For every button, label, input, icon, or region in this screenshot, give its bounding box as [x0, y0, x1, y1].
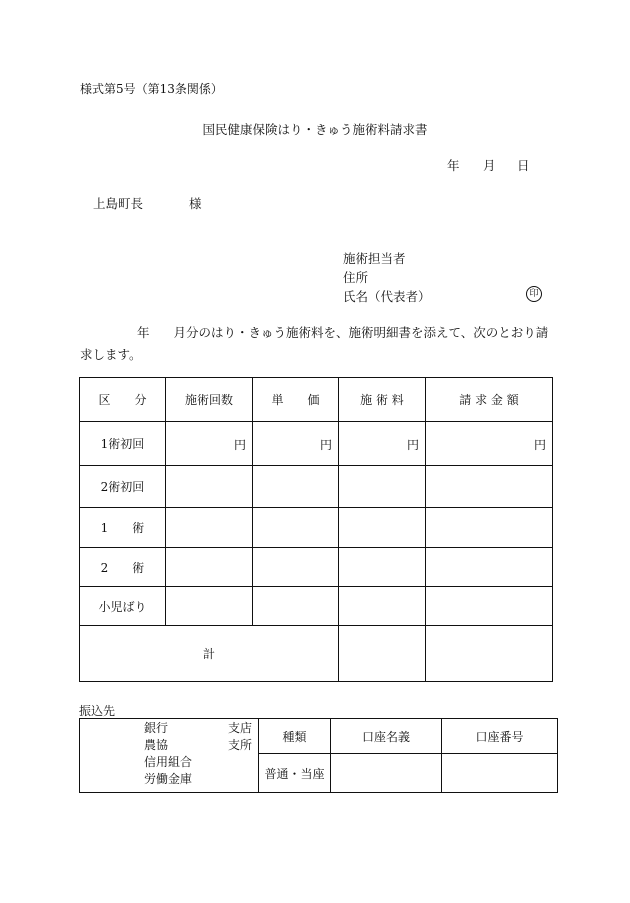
unit-price-cell[interactable]	[253, 548, 339, 587]
date-month-label: 月	[483, 158, 496, 173]
claim-amount-cell[interactable]	[426, 466, 553, 508]
row-label: 小児ばり	[80, 587, 166, 626]
branch-option: 支店	[228, 721, 253, 735]
document-title: 国民健康保険はり・きゅう施術料請求書	[202, 122, 428, 137]
unit-price-cell[interactable]	[253, 466, 339, 508]
fee-cell[interactable]: 円	[339, 422, 426, 466]
table-row	[80, 422, 553, 466]
account-type-header: 種類	[259, 719, 331, 754]
count-cell[interactable]: 円	[166, 422, 253, 466]
total-label: 計	[80, 626, 339, 682]
row-label: 1 術	[80, 508, 166, 548]
header-count: 施術回数	[166, 378, 253, 422]
claim-amount-cell[interactable]	[426, 508, 553, 548]
unit-price-cell[interactable]	[253, 508, 339, 548]
header-category: 区 分	[80, 378, 166, 422]
statement-text: 月分のはり・きゅう施術料を、施術明細書を添えて、次のとおり請求します。	[80, 325, 549, 362]
unit-price-cell[interactable]	[253, 587, 339, 626]
seal-mark: 印	[526, 286, 542, 302]
date-day-label: 日	[517, 158, 530, 173]
table-row	[80, 466, 553, 508]
request-statement	[80, 322, 555, 366]
addressee	[93, 194, 202, 212]
statement-year: 年	[137, 325, 150, 340]
table-row	[80, 587, 553, 626]
row-label: 1術初回	[80, 422, 166, 466]
bank-option: 銀行	[144, 721, 169, 735]
count-cell[interactable]	[166, 587, 253, 626]
account-number-cell[interactable]	[442, 754, 558, 793]
fee-cell[interactable]	[339, 508, 426, 548]
addressee-name: 上島町長	[93, 196, 144, 211]
bank-option: 労働金庫	[144, 772, 193, 786]
form-number: 様式第5号（第13条関係）	[80, 82, 223, 96]
header-fee: 施 術 料	[339, 378, 426, 422]
count-cell[interactable]	[166, 548, 253, 587]
date-year-label: 年	[447, 158, 460, 173]
unit-price-cell[interactable]: 円	[253, 422, 339, 466]
total-row	[80, 626, 553, 682]
representative-name-label: 氏名（代表者）	[343, 289, 431, 304]
account-name-header: 口座名義	[331, 719, 442, 754]
fee-cell[interactable]	[339, 466, 426, 508]
claim-amount-cell[interactable]: 円	[426, 422, 553, 466]
table-row	[80, 548, 553, 587]
address-label: 住所	[343, 270, 369, 285]
header-unit-price: 単 価	[253, 378, 339, 422]
table-row	[80, 508, 553, 548]
account-type-value[interactable]: 普通・当座	[259, 754, 331, 793]
count-cell[interactable]	[166, 508, 253, 548]
header-claim-amount: 請 求 金 額	[426, 378, 553, 422]
claim-amount-cell[interactable]	[426, 548, 553, 587]
branch-option: 支所	[228, 738, 253, 752]
total-fee-cell[interactable]	[339, 626, 426, 682]
bank-cell[interactable]	[80, 719, 259, 793]
claim-amount-cell[interactable]	[426, 587, 553, 626]
account-name-cell[interactable]	[331, 754, 442, 793]
payment-table	[79, 718, 558, 793]
fee-cell[interactable]	[339, 587, 426, 626]
payment-destination-title: 振込先	[79, 704, 116, 718]
fee-table	[79, 377, 553, 682]
account-number-header: 口座番号	[442, 719, 558, 754]
addressee-honorific: 様	[189, 196, 202, 211]
total-claim-cell[interactable]	[426, 626, 553, 682]
fee-cell[interactable]	[339, 548, 426, 587]
row-label: 2術初回	[80, 466, 166, 508]
count-cell[interactable]	[166, 466, 253, 508]
row-label: 2 術	[80, 548, 166, 587]
bank-option: 信用組合	[144, 755, 193, 769]
table-header-row	[80, 378, 553, 422]
bank-option: 農協	[144, 738, 169, 752]
practitioner-label: 施術担当者	[343, 251, 406, 266]
